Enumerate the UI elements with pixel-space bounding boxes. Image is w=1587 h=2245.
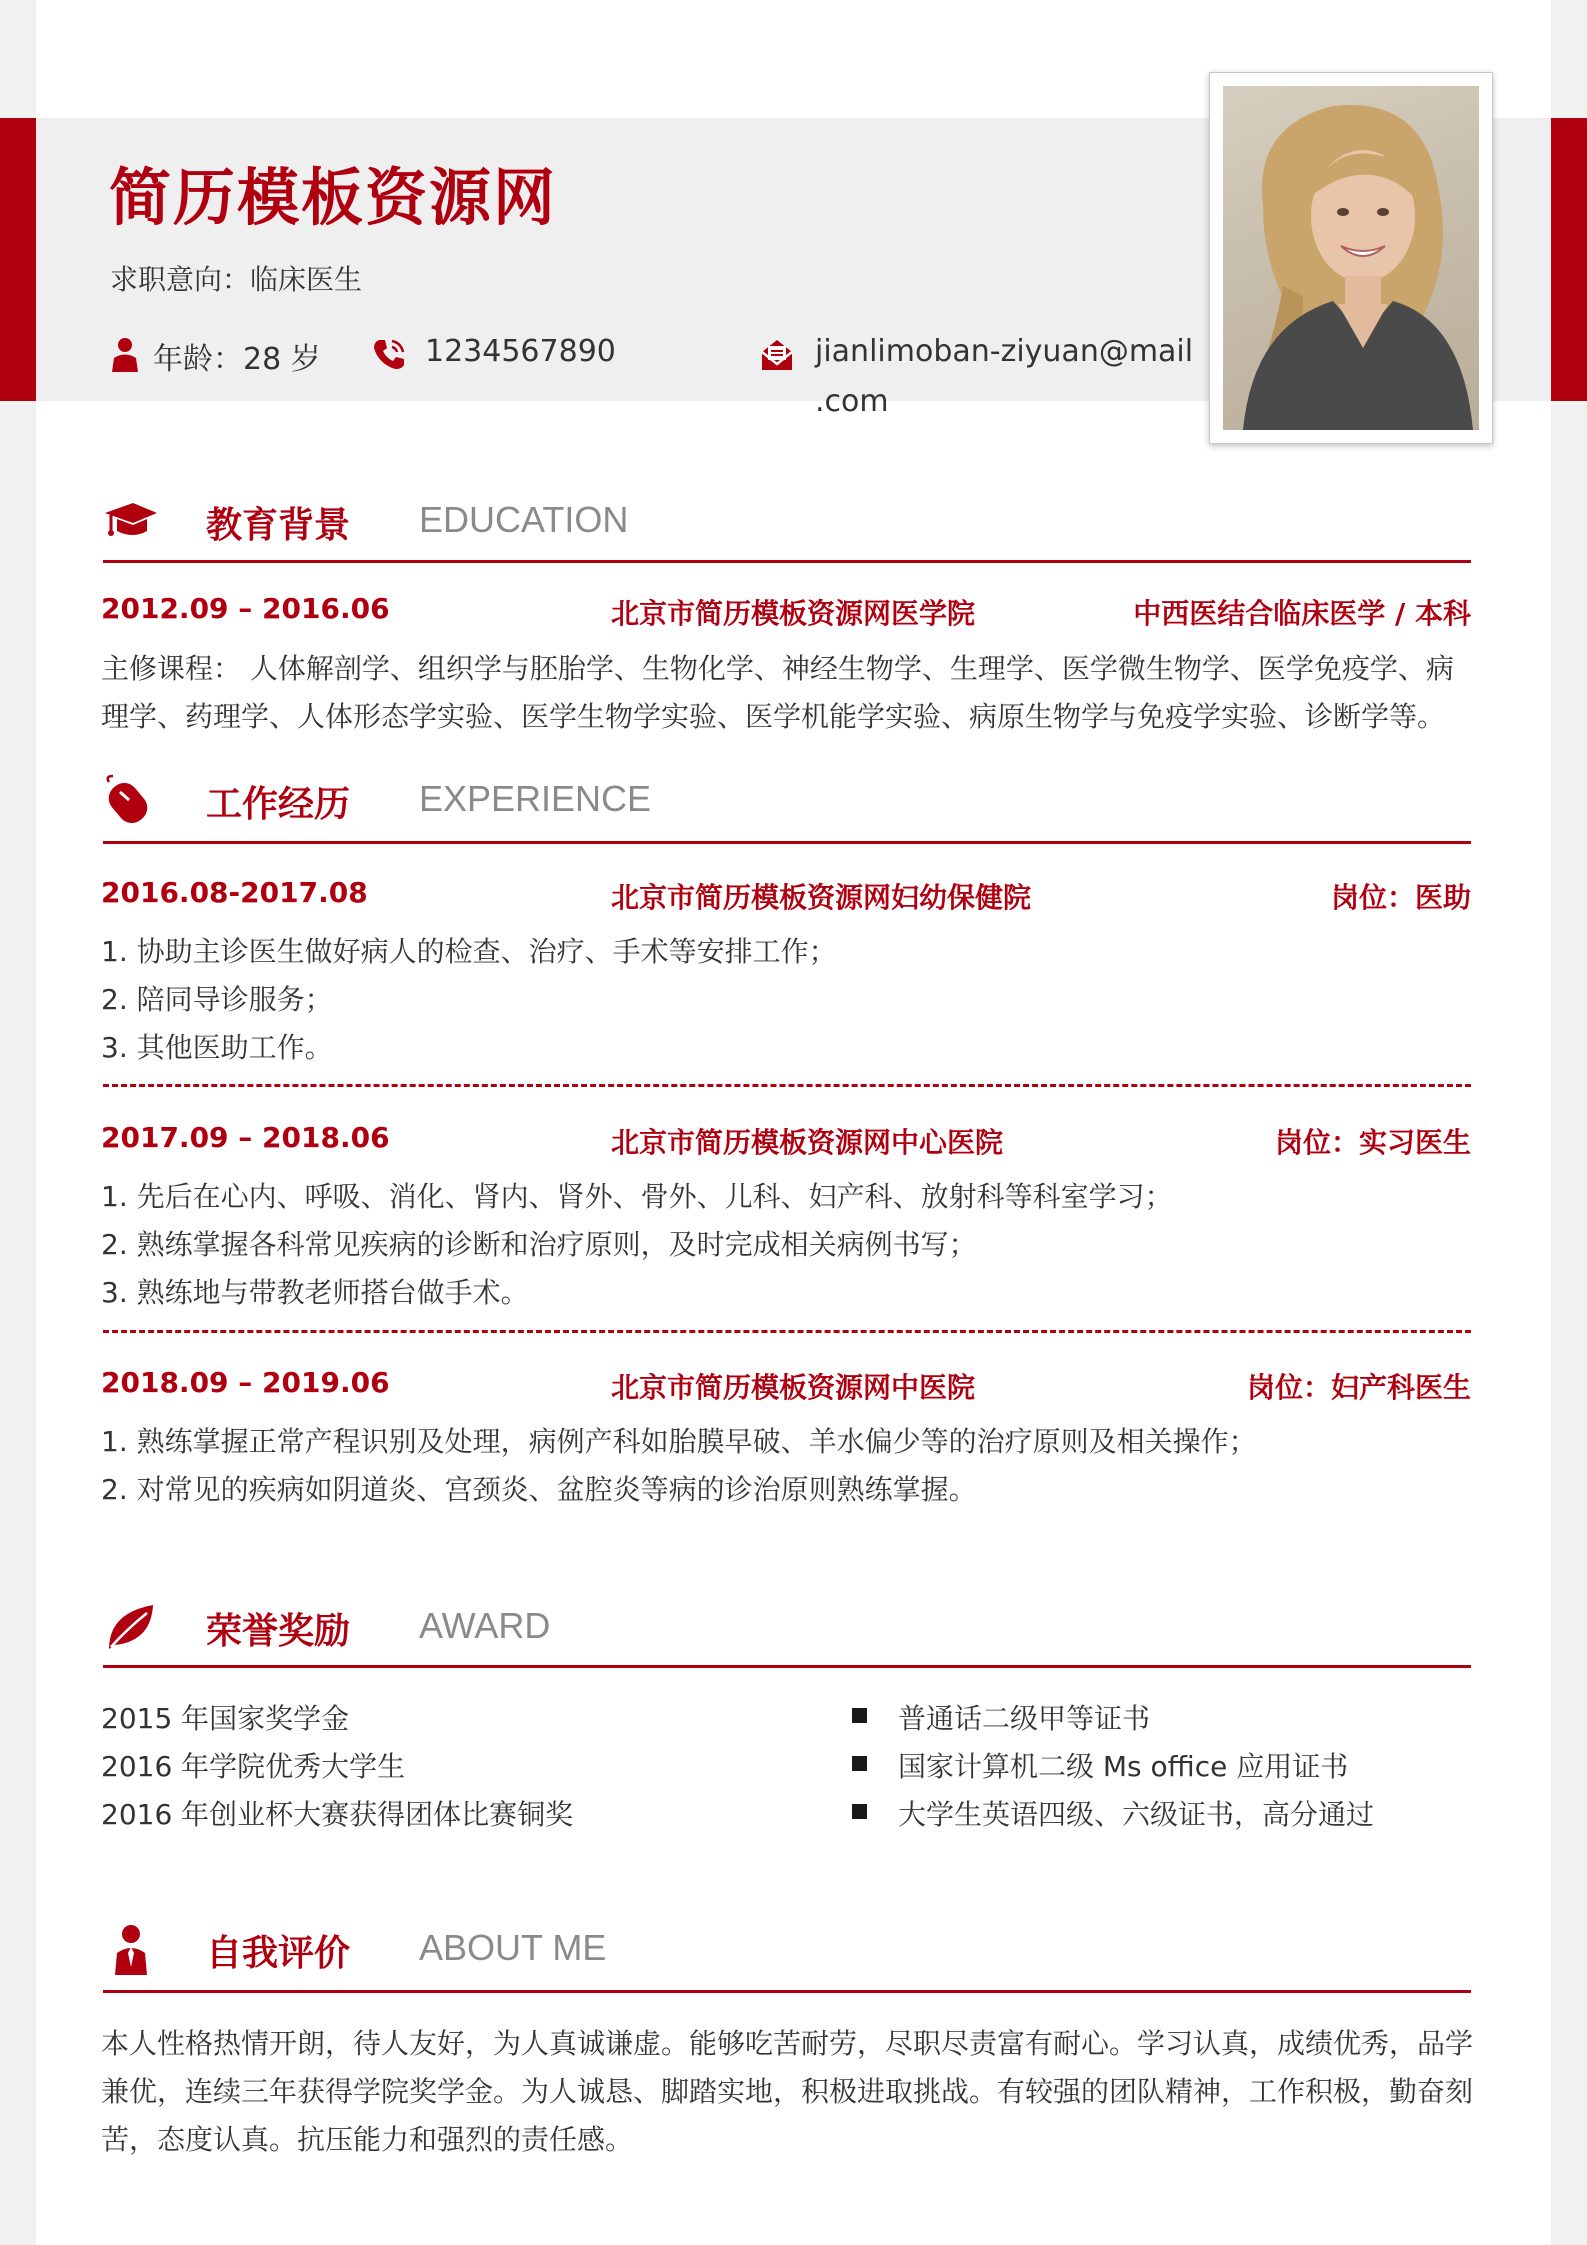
- job-position: 岗位：医助: [1330, 881, 1471, 914]
- job-row-head: [101, 876, 1471, 916]
- candidate-name: 简历模板资源网: [109, 161, 558, 234]
- award-title-en: AWARD: [419, 1605, 551, 1646]
- job-item: 2. 对常见的疾病如阴道炎、宫颈炎、盆腔炎等病的诊治原则熟练掌握。: [101, 1473, 977, 1506]
- education-major: 中西医结合临床医学 / 本科: [1133, 597, 1471, 630]
- education-school: 北京市简历模板资源网医学院: [611, 597, 976, 630]
- education-courses-1: 主修课程： 人体解剖学、组织学与胚胎学、生物化学、神经生物学、生理学、医学微生物学、医学免疫学、病: [101, 652, 1454, 685]
- education-row-head: [101, 592, 1471, 632]
- job-item: 2. 熟练掌握各科常见疾病的诊断和治疗原则，及时完成相关病例书写；: [101, 1228, 977, 1261]
- job-position: 岗位：妇产科医生: [1246, 1371, 1471, 1404]
- job-item: 1. 协助主诊医生做好病人的检查、治疗、手术等安排工作；: [101, 935, 837, 968]
- experience-divider: [103, 841, 1471, 844]
- job-row-head: [101, 1366, 1471, 1406]
- person-icon: [106, 336, 144, 374]
- award-item: 2015 年国家奖学金: [101, 1702, 350, 1735]
- job-org: 北京市简历模板资源网中医院: [611, 1371, 976, 1404]
- accent-bar-left: [0, 118, 36, 401]
- mouse-icon: [103, 774, 159, 826]
- certificate-text: 国家计算机二级 Ms office 应用证书: [898, 1750, 1349, 1783]
- education-divider: [103, 560, 1471, 563]
- about-text-3: 苦，态度认真。抗压能力和强烈的责任感。: [101, 2123, 634, 2156]
- email-text-1: jianlimoban-ziyuan@mail: [815, 334, 1194, 369]
- education-courses-2: 理学、药理学、人体形态学实验、医学生物学实验、医学机能学实验、病原生物学与免疫学实验、诊断学等。: [101, 700, 1446, 733]
- education-title: 教育背景: [206, 505, 351, 546]
- job-date: 2018.09 – 2019.06: [101, 1366, 390, 1399]
- award-item: 2016 年创业杯大赛获得团体比赛铜奖: [101, 1798, 574, 1831]
- job-item: 1. 熟练掌握正常产程识别及处理，病例产科如胎膜早破、羊水偏少等的治疗原则及相关操作；: [101, 1425, 1257, 1458]
- award-divider: [103, 1665, 1471, 1668]
- about-text-1: 本人性格热情开朗，待人友好，为人真诚谦虚。能够吃苦耐劳，尽职尽责富有耐心。学习认真，成绩优秀，品学: [101, 2027, 1474, 2060]
- about-title-en: ABOUT ME: [419, 1927, 607, 1968]
- phone-text: 1234567890: [425, 334, 616, 369]
- certificate-item: [852, 1745, 1452, 1785]
- job-intent: 求职意向：临床医生: [110, 263, 363, 296]
- profile-photo-frame: [1209, 72, 1493, 444]
- accent-bar-right: [1551, 118, 1587, 401]
- certificate-item: [852, 1697, 1452, 1737]
- job-row-head: [101, 1121, 1471, 1161]
- job-item: 1. 先后在心内、呼吸、消化、肾内、肾外、骨外、儿科、妇产科、放射科等科室学习；: [101, 1180, 1173, 1213]
- about-header: [103, 1919, 1470, 1979]
- award-title: 荣誉奖励: [206, 1611, 351, 1652]
- education-header: [103, 491, 1470, 551]
- phone-contact: [370, 334, 630, 374]
- square-bullet-icon: [852, 1756, 867, 1771]
- square-bullet-icon: [852, 1804, 867, 1819]
- education-date: 2012.09 – 2016.06: [101, 592, 390, 625]
- mail-icon: [758, 336, 796, 374]
- job-position: 岗位：实习医生: [1274, 1126, 1471, 1159]
- age-text: 年龄：28 岁: [153, 342, 321, 377]
- job-separator: [103, 1330, 1471, 1333]
- award-header: [103, 1597, 1470, 1657]
- job-date: 2017.09 – 2018.06: [101, 1121, 390, 1154]
- award-item: 2016 年学院优秀大学生: [101, 1750, 406, 1783]
- leaf-icon: [103, 1601, 159, 1653]
- certificate-item: [852, 1793, 1452, 1833]
- job-org: 北京市简历模板资源网妇幼保健院: [611, 881, 1032, 914]
- certificate-text: 普通话二级甲等证书: [898, 1702, 1151, 1735]
- graduation-cap-icon: [103, 495, 159, 547]
- certificate-text: 大学生英语四级、六级证书，高分通过: [898, 1798, 1375, 1831]
- email-contact: [758, 334, 1194, 424]
- job-separator: [103, 1084, 1471, 1087]
- job-item: 2. 陪同导诊服务；: [101, 983, 333, 1016]
- job-org: 北京市简历模板资源网中心医院: [611, 1126, 1004, 1159]
- profile-photo: [1223, 86, 1479, 430]
- job-date: 2016.08-2017.08: [101, 876, 368, 909]
- square-bullet-icon: [852, 1708, 867, 1723]
- email-text-2: .com: [815, 384, 889, 419]
- experience-header: [103, 770, 1470, 830]
- experience-title: 工作经历: [206, 784, 351, 825]
- phone-icon: [370, 336, 408, 374]
- job-item: 3. 其他医助工作。: [101, 1031, 333, 1064]
- job-item: 3. 熟练地与带教老师搭台做手术。: [101, 1276, 529, 1309]
- education-title-en: EDUCATION: [419, 499, 629, 540]
- about-title: 自我评价: [206, 1933, 351, 1974]
- experience-title-en: EXPERIENCE: [419, 778, 652, 819]
- about-divider: [103, 1990, 1471, 1993]
- age-contact: [106, 334, 346, 377]
- user-icon: [103, 1923, 159, 1975]
- about-text-2: 兼优，连续三年获得学院奖学金。为人诚恳、脚踏实地，积极进取挑战。有较强的团队精神，工作积极，勤奋刻: [101, 2075, 1474, 2108]
